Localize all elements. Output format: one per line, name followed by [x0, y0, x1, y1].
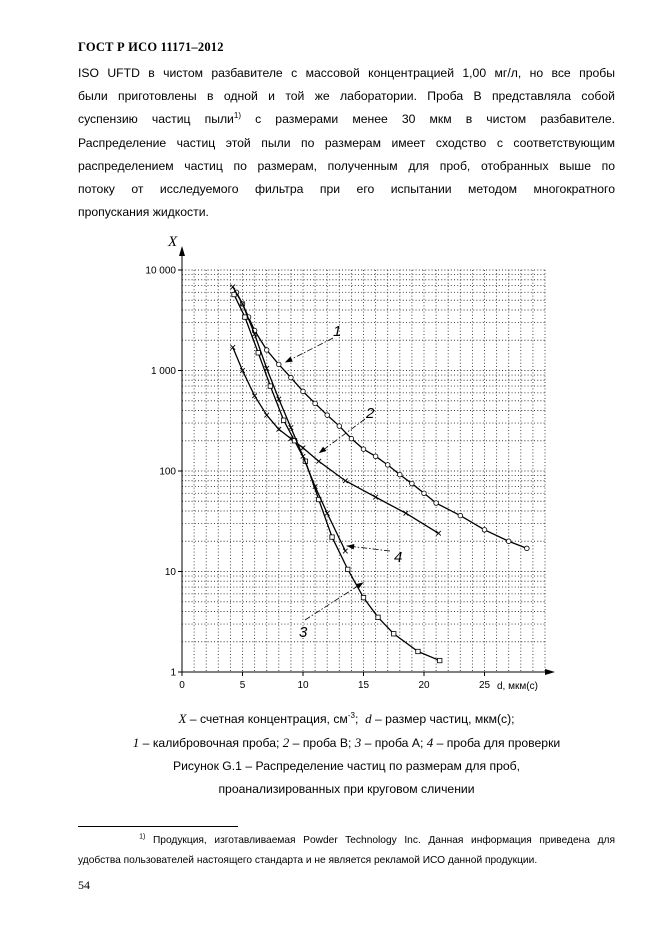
series-point-3 [392, 632, 396, 636]
series-point-2 [264, 413, 269, 418]
series-point-3 [416, 649, 420, 653]
chart-axes [178, 246, 555, 676]
symbol-x: X [178, 711, 187, 727]
curve-label: 4 [394, 549, 403, 566]
x-axis-arrow [545, 669, 555, 675]
legend-d-text: – размер частиц, мкм(с); [371, 712, 515, 727]
series-point-1 [398, 472, 403, 477]
series-point-1 [410, 481, 415, 486]
series-point-3 [361, 595, 365, 599]
series-point-3 [330, 535, 334, 539]
paragraph-line: распределением частиц по размерам, полученным для проб, отобранных выше по [78, 158, 615, 173]
series-point-3 [346, 567, 350, 571]
figure-legend-line-2 [78, 735, 615, 751]
series-point-3 [268, 384, 272, 388]
footnote-divider [78, 826, 238, 827]
paragraph-line-part: суспензию частиц пыли [78, 112, 234, 127]
y-axis-arrow [179, 246, 185, 256]
series-point-4 [231, 285, 236, 290]
running-header: ГОСТ Р ИСО 11171–2012 [78, 40, 224, 54]
series-point-3 [376, 615, 380, 619]
footnote-ref[interactable]: 1) [233, 111, 241, 121]
series-point-1 [325, 413, 330, 418]
footnote-text: Продукция, изготавливаемая Powder Technology Inc. Данная информация приведена для [152, 835, 615, 846]
series-line-1 [236, 292, 526, 548]
paragraph-line: Распределение частиц этой пыли по размерам имеет сходство с соответствующим [78, 135, 615, 150]
y-tick-label: 10 000 [145, 265, 176, 277]
curve-label: 1 [333, 323, 342, 340]
series-point-1 [361, 447, 366, 452]
legend-sep: ; [354, 712, 359, 727]
series-point-2 [404, 511, 409, 516]
series-point-1 [264, 348, 269, 353]
paragraph-line: ISO UFTD в чистом разбавителе с массовой концентрацией 1,00 мг/л, но все пробы [78, 66, 615, 80]
legend-text: – калибровочная проба; [139, 736, 283, 750]
x-tick-label: 10 [297, 680, 309, 691]
legend-text: – проба В; [289, 736, 355, 750]
legend-num: 4 [426, 735, 434, 750]
series-point-3 [243, 315, 247, 319]
series-point-2 [373, 495, 378, 500]
series-point-2 [252, 394, 257, 399]
series-point-4 [343, 549, 348, 554]
y-tick-label: 1 [170, 667, 176, 679]
footnote-line: удобства пользователей настоящего стандарта и не является рекламой ИСО данной продукции. [78, 855, 538, 866]
figure-caption-line-2: проанализированных при круговом сличении [218, 782, 475, 796]
series-point-1 [434, 501, 439, 506]
series-point-2 [316, 459, 321, 464]
y-axis-label: X [168, 234, 178, 250]
series-point-1 [482, 527, 487, 532]
series-point-1 [525, 546, 530, 551]
figure-caption-line-1: Рисунок G.1 – Распределение частиц по размерам для проб, [172, 759, 521, 773]
x-tick-label: 0 [179, 680, 185, 691]
series-point-2 [343, 478, 348, 483]
symbol-d: d [365, 711, 372, 727]
footnote-line [78, 831, 615, 851]
series-point-1 [289, 375, 294, 380]
series-point-1 [373, 454, 378, 459]
leader-arrow [285, 357, 293, 363]
x-tick-label: 15 [357, 680, 370, 691]
paragraph-line-part: с размерами менее 30 мкм в чистом разбавителе. [255, 112, 615, 127]
series-point-1 [313, 401, 318, 406]
curve-label: 2 [366, 405, 375, 422]
x-axis-label: d, мкм(с) [497, 681, 538, 692]
series-point-3 [438, 658, 442, 662]
chart-labels [145, 234, 538, 692]
series-point-1 [458, 513, 463, 518]
legend-x-text: – счетная концентрация, см [186, 712, 348, 727]
footnote-mark: 1) [139, 833, 146, 841]
chart-grid [182, 270, 545, 672]
series-point-4 [325, 511, 330, 516]
x-tick-label: 5 [239, 680, 246, 691]
series-point-3 [281, 418, 285, 422]
leader-line [319, 419, 365, 453]
leader-line [285, 338, 333, 363]
y-tick-label: 10 [164, 567, 176, 578]
series-point-1 [506, 539, 511, 544]
series-point-1 [277, 362, 282, 367]
series-point-1 [385, 463, 390, 468]
x-tick-label: 20 [418, 680, 430, 691]
paragraph-line: пропускания жидкости. [78, 205, 209, 220]
leader-line [305, 582, 364, 620]
page-number: 54 [78, 878, 90, 892]
legend-x-unit-sup: -3 [347, 711, 355, 720]
legend-num: 2 [282, 735, 290, 750]
paragraph-line: потоку от исследуемого фильтра при его испытании методом многократного [78, 182, 615, 197]
legend-num: 3 [354, 735, 362, 750]
series-point-2 [436, 531, 441, 536]
legend-text: – проба для проверки [433, 736, 561, 750]
series-point-3 [256, 351, 260, 355]
y-tick-label: 100 [159, 466, 176, 478]
x-tick-label: 25 [478, 680, 491, 691]
series-point-1 [337, 424, 342, 429]
legend-text: – проба А; [361, 736, 427, 750]
y-tick-label: 1 000 [150, 366, 176, 377]
paragraph-line: были приготовлены в одной и той же лаборатории. Проба В представляла собой [78, 89, 615, 104]
series-point-1 [422, 491, 427, 496]
series-point-1 [349, 436, 354, 441]
figure-legend-line-1 [78, 711, 615, 727]
leader-arrow [356, 582, 364, 588]
leader-arrow [347, 544, 355, 549]
series-point-1 [301, 389, 306, 394]
footnote [78, 831, 615, 871]
leader-arrow [319, 447, 327, 454]
legend-num: 1 [132, 735, 140, 750]
curve-label: 3 [299, 624, 308, 641]
